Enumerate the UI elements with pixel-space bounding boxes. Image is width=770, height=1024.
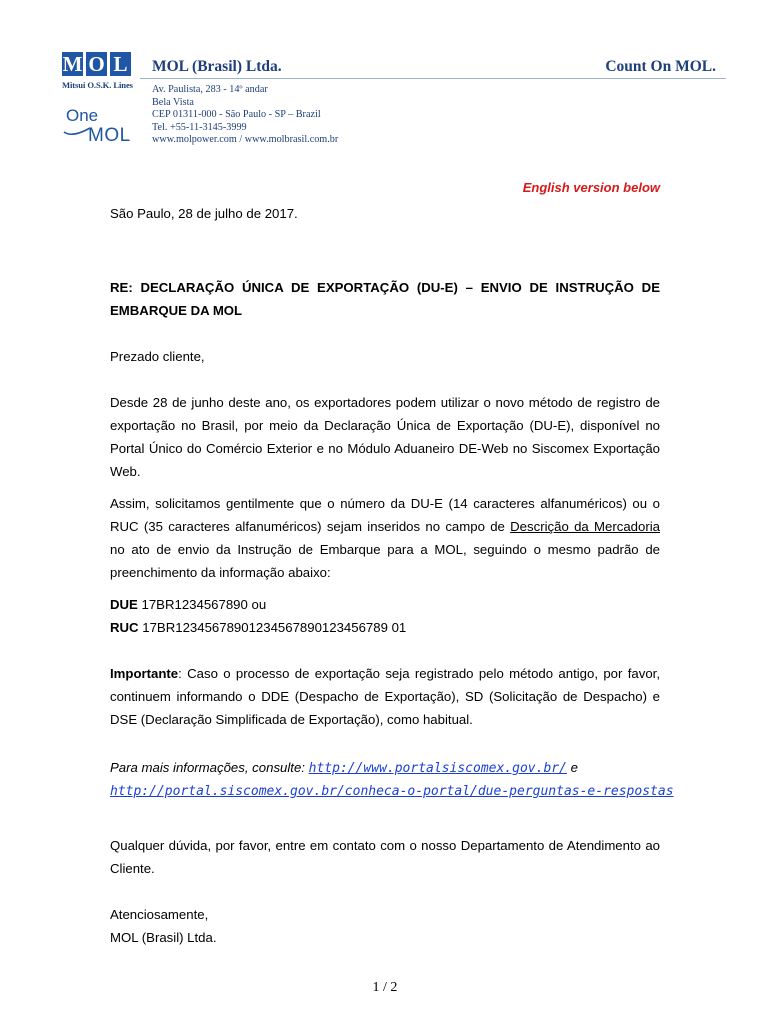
one-mol-logo-one: One [66, 106, 99, 125]
paragraph-importante [110, 662, 660, 731]
info-prefix: Para mais informações, consulte: [110, 760, 309, 775]
importante-label: Importante [110, 666, 179, 681]
portal-siscomex-link[interactable]: http://www.portalsiscomex.gov.br/ [308, 761, 567, 776]
due-label: DUE [110, 597, 138, 612]
closing: Atenciosamente, [110, 907, 209, 922]
address-line: CEP 01311-000 - São Paulo - SP – Brazil [152, 109, 321, 121]
mol-logo [62, 52, 131, 76]
ruc-value: 17BR12345678901234567890123456789 01 [138, 620, 407, 635]
one-mol-logo-mol: MOL [88, 125, 131, 146]
instruction-text-end: no ato de envio da Instrução de Embarque para a MOL, seguindo o mesmo padrão de preenchimento da informação abaixo: [110, 542, 660, 580]
descricao-field-name: Descrição da Mercadoria [510, 519, 660, 534]
info-link-line [110, 779, 674, 803]
address-line: Bela Vista [152, 96, 194, 108]
instruction-text: Assim, solicitamos gentilmente que o número da DU-E (14 caracteres alfanuméricos) ou o RUC (35 caracteres alfanuméricos) sejam inseridos no campo de [110, 496, 660, 534]
contact-paragraph: Qualquer dúvida, por favor, entre em contato com o nosso Departamento de Atendimento ao Cliente. [110, 838, 660, 876]
due-value: 17BR1234567890 ou [137, 597, 267, 612]
company-address [152, 84, 338, 147]
english-version-note: English version below [522, 180, 660, 195]
mitsui-osk-lines-label: Mitsui O.S.K. Lines [62, 80, 133, 90]
page-number: 1 / 2 [372, 980, 398, 995]
importante-text: : Caso o processo de exportação seja registrado pelo método antigo, por favor, continuem informando o DDE (Despacho de Exportação), SD (Solicitação de Despacho) e DSE (Declaração Simplificada de Exportação), como habitual. [110, 666, 660, 727]
letter-date: São Paulo, 28 de julho de 2017. [110, 206, 298, 221]
paragraph-due-intro: Desde 28 de junho deste ano, os exportadores podem utilizar o novo método de registro de exportação no Brasil, por meio da Declaração Única de Exportação (DU-E), disponível no Portal Único do Comércio Exterior e no Módulo Aduaneiro DE-Web no Siscomex Exportação Web. [110, 395, 660, 479]
salutation: Prezado cliente, [110, 349, 205, 364]
info-line [110, 756, 660, 780]
header-divider [140, 78, 726, 79]
ruc-example-line [110, 616, 660, 639]
info-conjunction: e [566, 760, 578, 775]
tagline: Count On MOL. [605, 58, 716, 75]
ruc-label: RUC [110, 620, 139, 635]
logo-letter-o: O [86, 52, 107, 76]
signature: MOL (Brasil) Ltda. [110, 930, 217, 945]
logo-letter-l: L [110, 52, 131, 76]
paragraph-instruction [110, 492, 660, 584]
company-name: MOL (Brasil) Ltda. [152, 58, 282, 75]
address-line: www.molpower.com / www.molbrasil.com.br [152, 134, 339, 146]
letter-subject: RE: DECLARAÇÃO ÚNICA DE EXPORTAÇÃO (DU-E) – ENVIO DE INSTRUÇÃO DE EMBARQUE DA MOL [110, 280, 660, 318]
logo-letter-m: M [62, 52, 83, 76]
address-line: Av. Paulista, 283 - 14º andar [152, 84, 268, 95]
due-example-line [110, 593, 660, 616]
due-faq-link[interactable]: http://portal.siscomex.gov.br/conheca-o-portal/due-perguntas-e-respostas [110, 784, 674, 799]
address-line: Tel. +55-11-3145-3999 [152, 121, 247, 133]
